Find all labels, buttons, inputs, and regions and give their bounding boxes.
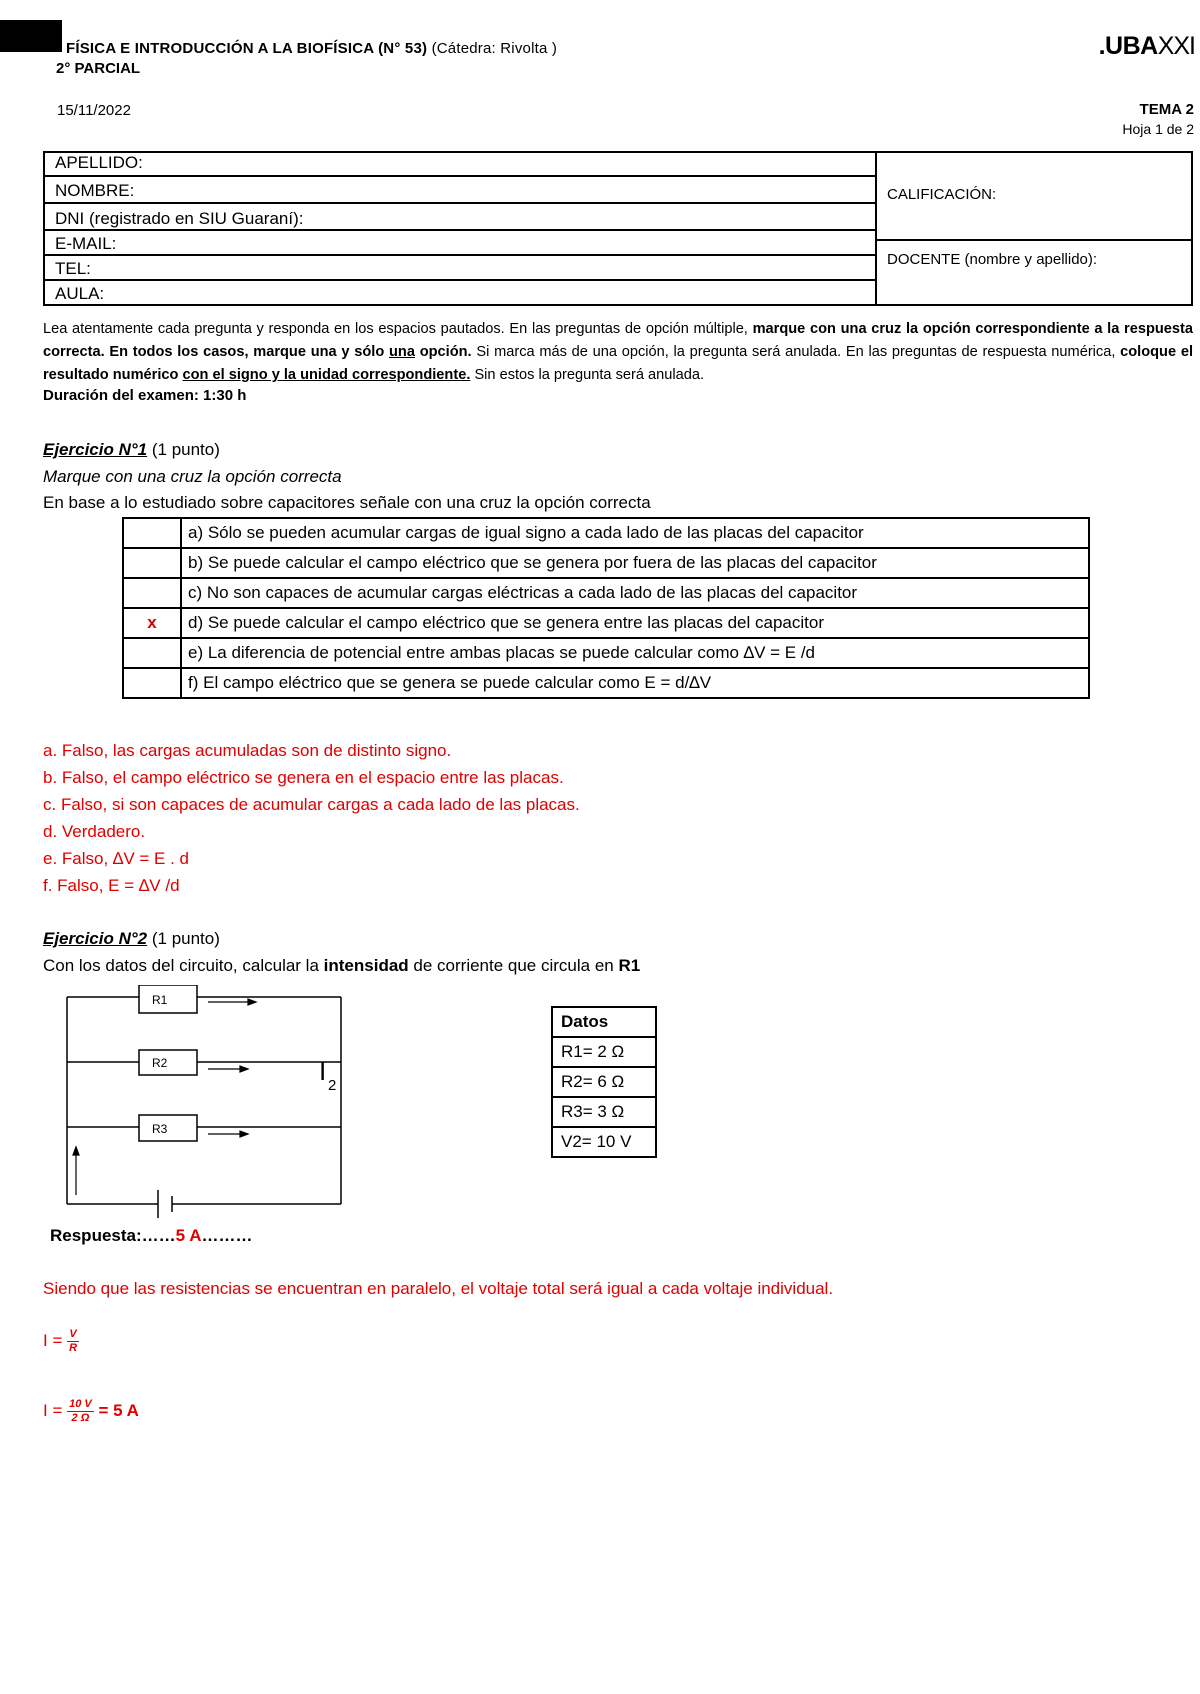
aula-field[interactable]: AULA: <box>43 279 877 306</box>
resistor-r1 <box>139 985 197 1013</box>
respuesta-value: 5 A <box>175 1226 202 1245</box>
option-row-c[interactable] <box>123 578 1089 608</box>
option-text: b) Se puede calcular el campo eléctrico que se genera por fuera de las placas del capacitor <box>181 548 1089 578</box>
redaction-box <box>0 20 62 52</box>
answer-e: e. Falso, ∆V = E . d <box>43 849 189 868</box>
arrow-head-icon <box>73 1147 79 1155</box>
docente-label: DOCENTE (nombre y apellido): <box>887 251 1098 268</box>
datos-v2: V2= 10 V <box>552 1127 656 1157</box>
option-mark[interactable] <box>123 548 181 578</box>
answer-a: a. Falso, las cargas acumuladas son de distinto signo. <box>43 741 452 760</box>
current-label: I <box>319 1056 327 1086</box>
current-subscript: 2 <box>328 1077 337 1094</box>
tema-label: TEMA 2 <box>1139 101 1194 118</box>
answer-f: f. Falso, E = ∆V /d <box>43 876 180 895</box>
docente-box[interactable] <box>875 239 1193 306</box>
page-count: Hoja 1 de 2 <box>1122 121 1194 137</box>
exam-name: 2° PARCIAL <box>56 60 141 77</box>
arrow-head-icon <box>248 999 256 1005</box>
resistor-r3 <box>139 1115 197 1141</box>
email-field[interactable]: E-MAIL: <box>43 229 877 256</box>
resistor-r2 <box>139 1050 197 1075</box>
exercise-1-prompt: En base a lo estudiado sobre capacitores señale con una cruz la opción correcta <box>43 493 651 512</box>
datos-header: Datos <box>552 1007 656 1037</box>
option-text: d) Se puede calcular el campo eléctrico que se genera entre las placas del capacitor <box>181 608 1089 638</box>
formula-2: I = $\frac{10 V}{2 \Omega}$ = 5 A <box>43 1398 139 1424</box>
answer-d: d. Verdadero. <box>43 822 146 841</box>
formula-1: I = $\frac{V}{R}$ <box>43 1328 78 1354</box>
option-text: e) La diferencia de potencial entre ambas placas se puede calcular como ∆V = E /d <box>181 638 1089 668</box>
exam-duration: Duración del examen: 1:30 h <box>43 387 247 404</box>
calificacion-label: CALIFICACIÓN: <box>887 186 997 203</box>
course-title: FÍSICA E INTRODUCCIÓN A LA BIOFÍSICA (N° 53) (Cátedra: Rivolta ) <box>66 40 558 57</box>
arrow-head-icon <box>240 1131 248 1137</box>
exercise-2-title: Ejercicio N°2 (1 punto) <box>43 929 220 948</box>
datos-r3: R3= 3 Ω <box>552 1097 656 1127</box>
respuesta-line: Respuesta:……5 A……… <box>50 1226 253 1245</box>
tel-field[interactable]: TEL: <box>43 254 877 281</box>
option-mark[interactable] <box>123 668 181 698</box>
r2-label: R2 <box>152 1056 168 1070</box>
dni-field[interactable]: DNI (registrado en SIU Guaraní): <box>43 202 877 231</box>
datos-table <box>551 1006 657 1158</box>
instructions: Lea atentamente cada pregunta y responda en los espacios pautados. En las preguntas de opción múltiple, marque con una cruz la opción correspondiente a la respuesta correcta. En todos los casos, marque una y sólo una opción. Si marca más de una opción, la pregunta será anulada. En las preguntas de respuesta numérica, coloque el resultado numérico con el signo y la unidad correspondiente. Sin estos la pregunta será anulada. <box>43 321 1193 383</box>
option-mark[interactable]: x <box>123 608 181 638</box>
answer-b: b. Falso, el campo eléctrico se genera en el espacio entre las placas. <box>43 768 564 787</box>
datos-r2: R2= 6 Ω <box>552 1067 656 1097</box>
r1-label: R1 <box>152 993 168 1007</box>
calificacion-box[interactable] <box>875 151 1193 241</box>
option-mark[interactable] <box>123 518 181 548</box>
option-text: c) No son capaces de acumular cargas eléctricas a cada lado de las placas del capacitor <box>181 578 1089 608</box>
option-row-f[interactable] <box>123 668 1089 698</box>
arrow-head-icon <box>240 1066 248 1072</box>
nombre-field[interactable]: NOMBRE: <box>43 175 877 204</box>
exercise-1-subtitle: Marque con una cruz la opción correcta <box>43 467 342 486</box>
student-form <box>43 151 1193 316</box>
option-text: f) El campo eléctrico que se genera se puede calcular como E = d/∆V <box>181 668 1089 698</box>
datos-r1: R1= 2 Ω <box>552 1037 656 1067</box>
exercise-2-prompt: Con los datos del circuito, calcular la intensidad de corriente que circula en R1 <box>43 956 641 975</box>
circuit-diagram <box>60 985 380 1225</box>
exercise-2-explanation: Siendo que las resistencias se encuentran en paralelo, el voltaje total será igual a cada voltaje individual. <box>43 1279 834 1298</box>
apellido-field[interactable]: APELLIDO: <box>43 151 877 177</box>
option-mark[interactable] <box>123 578 181 608</box>
exercise-1-options <box>122 517 1090 699</box>
exercise-1-title: Ejercicio N°1 (1 punto) <box>43 440 220 459</box>
exam-date: 15/11/2022 <box>57 102 131 119</box>
option-mark[interactable] <box>123 638 181 668</box>
option-text: a) Sólo se pueden acumular cargas de igual signo a cada lado de las placas del capacitor <box>181 518 1089 548</box>
option-row-d[interactable] <box>123 608 1089 638</box>
option-row-b[interactable] <box>123 548 1089 578</box>
r3-label: R3 <box>152 1122 168 1136</box>
answer-c: c. Falso, si son capaces de acumular cargas a cada lado de las placas. <box>43 795 580 814</box>
option-row-e[interactable] <box>123 638 1089 668</box>
uba-xxi-logo: .UBAXXI <box>1098 32 1195 60</box>
option-row-a[interactable] <box>123 518 1089 548</box>
